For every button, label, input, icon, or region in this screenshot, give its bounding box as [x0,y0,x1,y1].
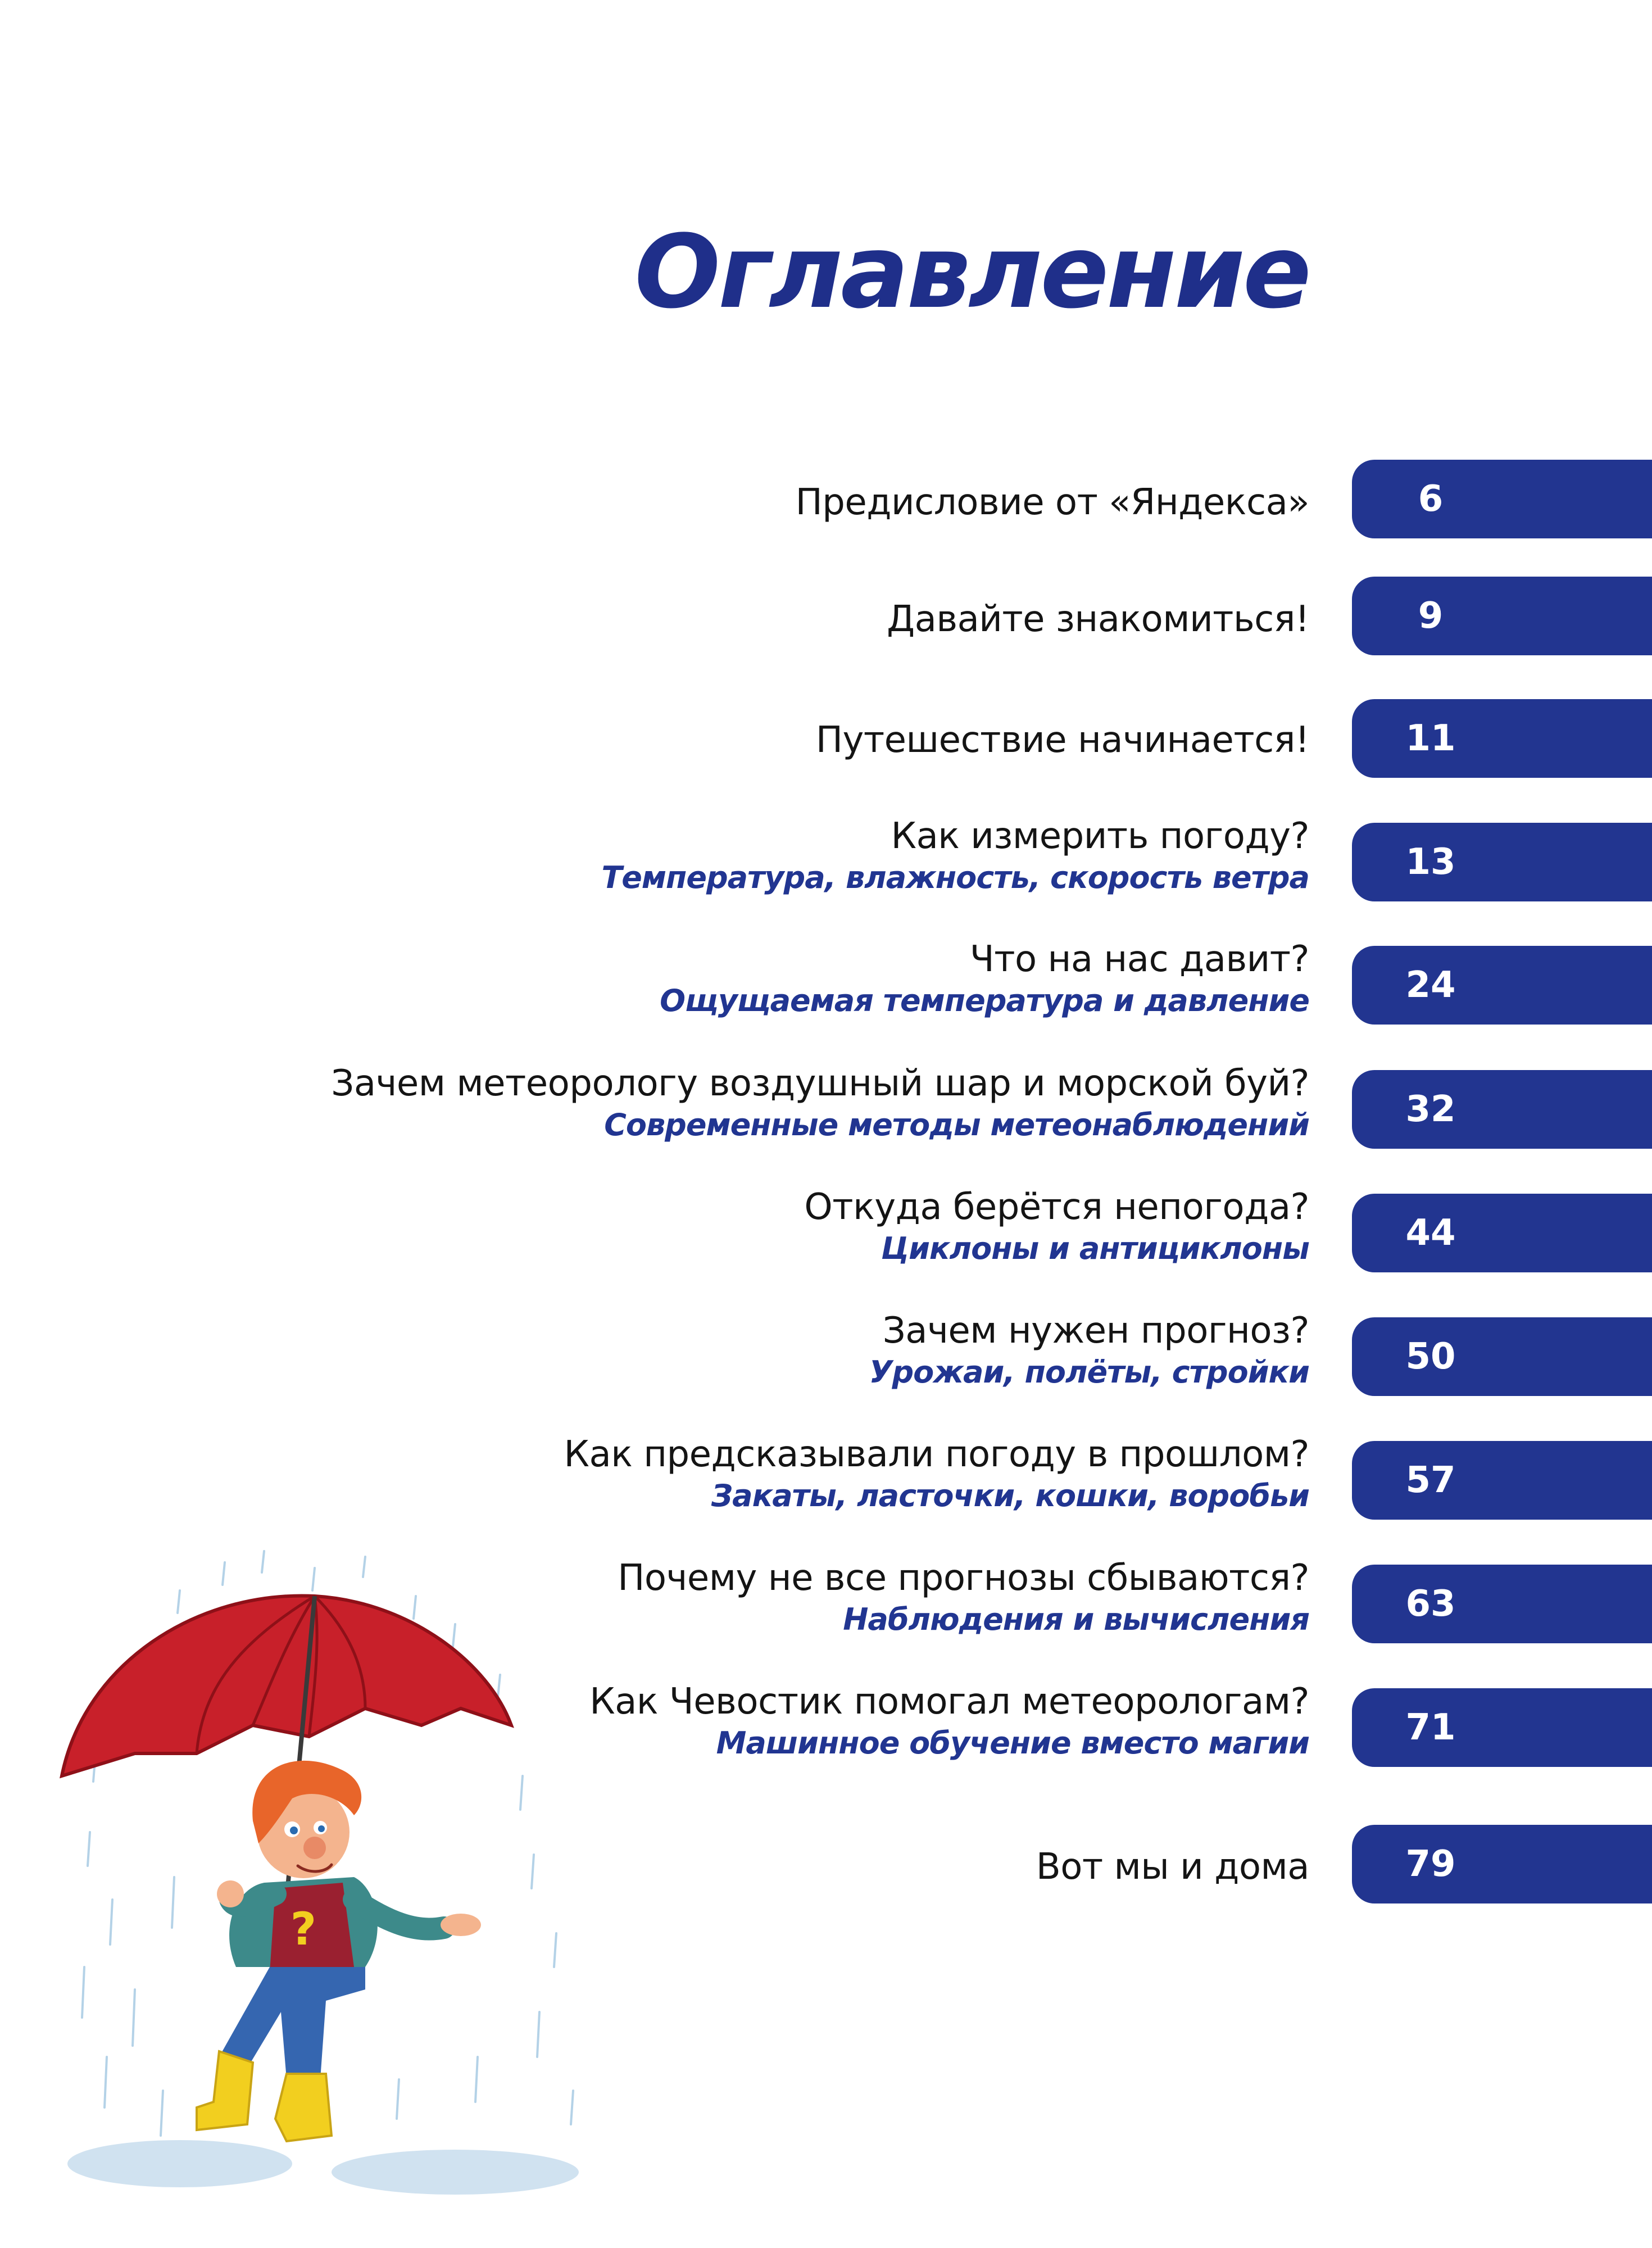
toc-entry-title: Почему не все прогнозы сбываются? [618,1557,1309,1599]
toc-entry-title: Зачем метеорологу воздушный шар и морской буй? [331,1063,1309,1104]
page-number-tab[interactable] [1352,823,1652,901]
toc-entry-title: Откуда берётся непогода? [804,1186,1309,1228]
toc-entry-subtitle: Урожаи, полёты, стройки [869,1354,1309,1390]
toc-entry-subtitle: Закаты, ласточки, кошки, воробьи [711,1478,1309,1513]
page-number: 9 [1418,595,1444,637]
toc-entry-title: Как измерить погоду? [891,815,1309,857]
puddle [67,2140,292,2187]
page-number: 13 [1405,841,1456,883]
boot [197,2051,253,2130]
umbrella-canopy [62,1596,511,1776]
page-number: 11 [1405,718,1456,759]
toc-entry-subtitle: Современные методы метеонаблюдений [604,1107,1309,1143]
page-number-tab[interactable] [1352,1194,1652,1272]
toc-entry-title: Что на нас давит? [969,939,1309,980]
puddle [332,2150,579,2195]
page-number-tab[interactable] [1352,1441,1652,1520]
page-number-tab[interactable] [1352,1317,1652,1396]
page-number: 32 [1405,1089,1456,1130]
toc-entry-subtitle: Циклоны и антициклоны [881,1231,1309,1266]
page-number: 57 [1405,1460,1456,1501]
toc-entry-title: Давайте знакомиться! [887,599,1309,640]
page-number-tab[interactable] [1352,946,1652,1025]
page-number-tab[interactable] [1352,577,1652,655]
boot [275,2074,332,2141]
page-number: 79 [1405,1843,1456,1885]
page-number: 24 [1405,964,1456,1006]
toc-entry-title: Предисловие от «Яндекса» [795,482,1309,523]
toc-entry-title: Зачем нужен прогноз? [882,1310,1309,1352]
toc-entry-title: Как предсказывали погоду в прошлом? [564,1434,1309,1475]
toc-entry-title: Путешествие начинается! [815,719,1309,761]
toc-entry-subtitle: Ощущаемая температура и давление [660,983,1309,1018]
page-number-tab[interactable] [1352,1688,1652,1767]
page-number: 71 [1405,1707,1456,1748]
page-number: 50 [1405,1336,1456,1377]
page-title: Оглавление [634,214,1309,331]
toc-entry-subtitle: Температура, влажность, скорость ветра [601,860,1309,895]
page-number: 6 [1418,478,1444,520]
page-number-tab[interactable] [1352,699,1652,778]
page-number-tab[interactable] [1352,1825,1652,1903]
umbrella-boy-icon [51,1540,635,2214]
toc-entry-title: Вот мы и дома [1036,1846,1309,1888]
page-number: 44 [1405,1212,1456,1254]
page-number-tab[interactable] [1352,1565,1652,1643]
svg-text:?: ? [290,1903,317,1955]
toc-entry-subtitle: Наблюдения и вычисления [843,1602,1309,1637]
toc-entry-subtitle: Машинное обучение вместо магии [716,1725,1309,1761]
page-number: 63 [1405,1583,1456,1625]
toc-entry-title: Как Чевостик помогал метеорологам? [589,1681,1309,1723]
page-number-tab[interactable] [1352,1070,1652,1149]
page-number-tab[interactable] [1352,460,1652,538]
